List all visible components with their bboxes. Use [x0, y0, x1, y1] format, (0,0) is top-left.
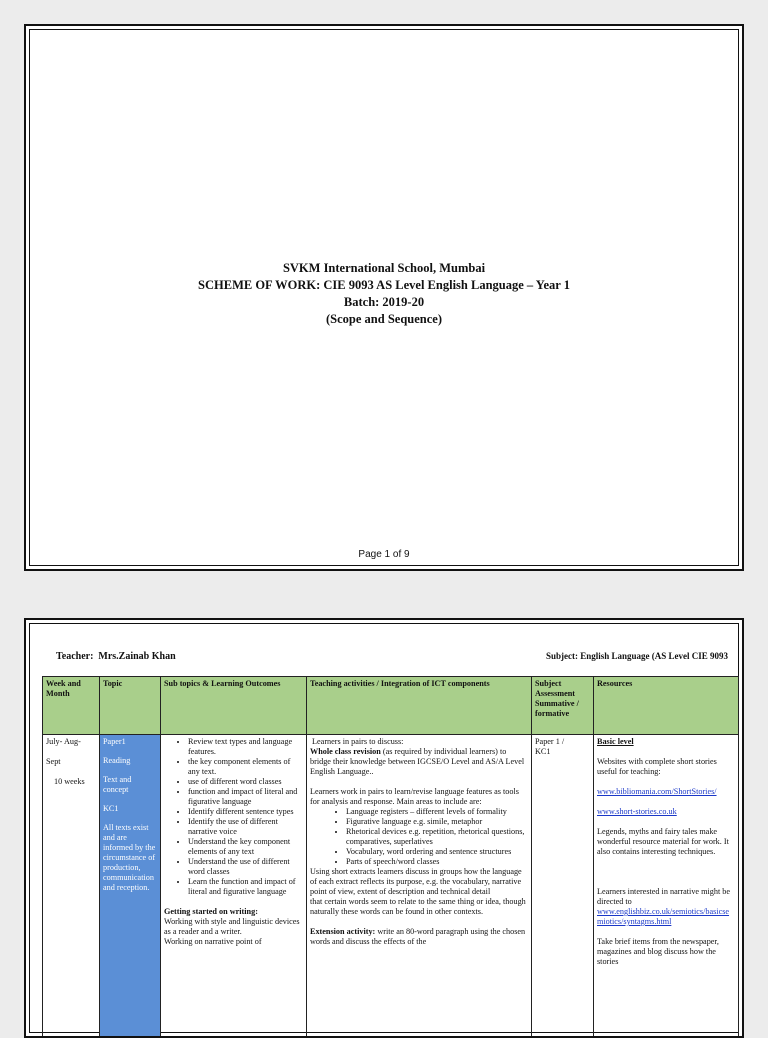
cover-page	[24, 24, 744, 571]
week-duration: 10 weeks	[46, 777, 96, 787]
words-text: that certain words seem to relate to the same thing or idea, though naturally these words can be found in other contexts.	[310, 897, 528, 917]
list-item: • function and impact of literal and figurative language	[188, 787, 303, 807]
list-item: • Parts of speech/word classes	[346, 857, 528, 867]
school-name: SVKM International School, Mumbai	[26, 260, 742, 277]
writing-more: Working on narrative point of	[164, 937, 303, 947]
table-header-row	[43, 677, 739, 735]
list-item: • Understand the key component elements of any text	[188, 837, 303, 857]
resources-cell	[594, 735, 739, 1038]
batch-label: Batch: 2019-20	[26, 294, 742, 311]
assessment-kc: KC1	[535, 747, 590, 757]
list-item: • use of different word classes	[188, 777, 303, 787]
col-resources: Resources	[594, 677, 739, 735]
resources-narrative: Learners interested in narrative might be directed to	[597, 887, 735, 907]
col-assessment: Subject Assessment Summative / formative	[532, 677, 594, 735]
col-topic: Topic	[100, 677, 161, 735]
list-item: • Rhetorical devices e.g. repetition, rhetorical questions, comparatives, superlatives	[346, 827, 528, 847]
cover-title-block	[26, 260, 742, 328]
writing-text: Working with style and linguistic devices as a reader and a writer.	[164, 917, 303, 937]
assessment-cell	[532, 735, 594, 1038]
whole-class-heading: Whole class revision	[310, 747, 381, 756]
col-week: Week and Month	[43, 677, 100, 735]
extracts-text: Using short extracts learners discuss in groups how the language of each extract reflects its purpose, e.g. the vocabulary, narrative point of view, extent of description and technical detail	[310, 867, 528, 897]
list-item: • Understand the use of different word classes	[188, 857, 303, 877]
topic-paper: Paper1	[103, 737, 157, 747]
col-subtopics: Sub topics & Learning Outcomes	[161, 677, 307, 735]
topic-text-concept: Text and concept	[103, 775, 157, 795]
list-item: • Figurative language e.g. simile, metaphor	[346, 817, 528, 827]
resource-link-bibliomania[interactable]: www.bibliomania.com/ShortStories/	[597, 787, 717, 796]
whole-class-text: (as required by individual learners) to bridge their knowledge between IGCSE/O Level and AS/A Level English Language..	[310, 747, 524, 776]
extension-text: write an 80-word paragraph using the chosen words and discuss the effects of the	[310, 927, 525, 946]
teacher-line	[56, 651, 176, 662]
list-item: • the key component elements of any text.	[188, 757, 303, 777]
pairs-text: Learners work in pairs to learn/revise language features as tools for analysis and response. Main areas to include are:	[310, 787, 528, 807]
activities-intro: Learners in pairs to discuss:	[312, 737, 403, 746]
list-item: • Language registers – different levels of formality	[346, 807, 528, 817]
extension-heading: Extension activity:	[310, 927, 375, 936]
topic-cell	[100, 735, 161, 1038]
topic-kc: KC1	[103, 804, 157, 814]
page-number: Page 1 of 9	[26, 549, 742, 560]
resources-brief: Take brief items from the newspaper, magazines and blog discuss how the stories	[597, 937, 735, 967]
teacher-label: Teacher:	[56, 651, 93, 662]
week-months: July- Aug-	[46, 737, 96, 747]
topic-description: All texts exist and are informed by the circumstance of production, communication and reception.	[103, 823, 157, 893]
table-row	[43, 735, 739, 1038]
week-cell	[43, 735, 100, 1038]
scheme-table	[42, 676, 739, 1038]
scope-label: (Scope and Sequence)	[26, 311, 742, 328]
scheme-title: SCHEME OF WORK: CIE 9093 AS Level English Language – Year 1	[26, 277, 742, 294]
week-month-2: Sept	[46, 757, 96, 767]
writing-heading: Getting started on writing:	[164, 907, 258, 916]
subtopics-cell	[161, 735, 307, 1038]
scheme-page	[24, 618, 744, 1038]
subtopics-list	[164, 737, 303, 897]
resource-link-short-stories[interactable]: www.short-stories.co.uk	[597, 807, 677, 816]
teacher-name: Mrs.Zainab Khan	[98, 651, 175, 662]
resources-heading: Basic level	[597, 737, 634, 746]
topic-reading: Reading	[103, 756, 157, 766]
list-item: • Review text types and language features.	[188, 737, 303, 757]
assessment-paper: Paper 1 /	[535, 737, 590, 747]
activities-cell	[307, 735, 532, 1038]
resource-link-englishbiz[interactable]: www.englishbiz.co.uk/semiotics/basicsemiotics/syntagms.html	[597, 907, 729, 926]
list-item: • Identify the use of different narrative voice	[188, 817, 303, 837]
activities-list	[310, 807, 528, 867]
subject-line: Subject: English Language (AS Level CIE 9093	[546, 651, 728, 661]
list-item: • Learn the function and impact of literal and figurative language	[188, 877, 303, 897]
resources-websites: Websites with complete short stories useful for teaching:	[597, 757, 735, 777]
list-item: • Identify different sentence types	[188, 807, 303, 817]
resources-legends: Legends, myths and fairy tales make wonderful resource material for work. It also contains interesting techniques.	[597, 827, 735, 857]
col-activities: Teaching activities / Integration of ICT components	[307, 677, 532, 735]
list-item: • Vocabulary, word ordering and sentence structures	[346, 847, 528, 857]
